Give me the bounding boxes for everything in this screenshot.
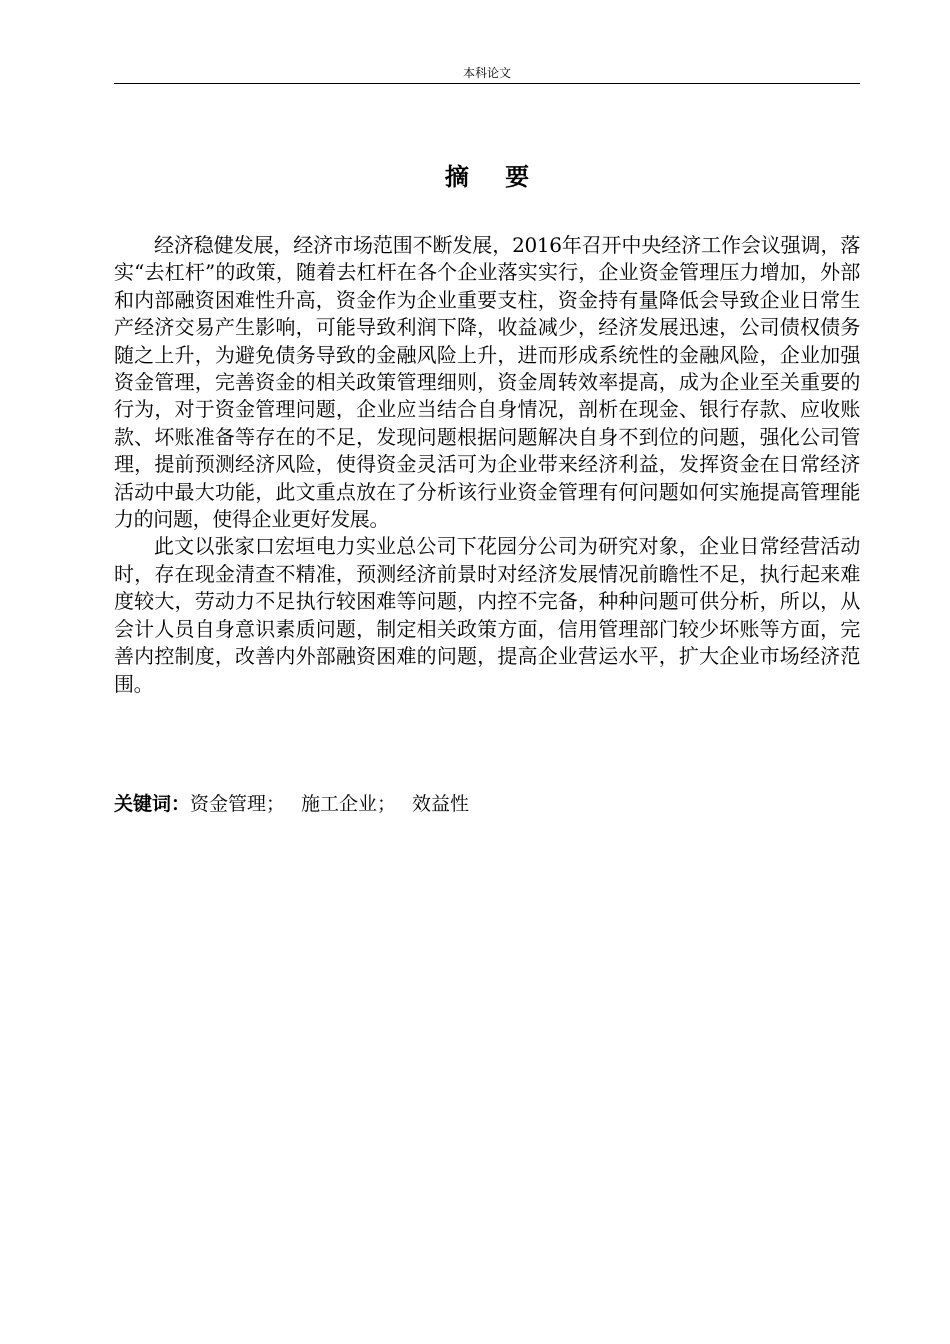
keyword-item: 资金管理； (190, 793, 286, 815)
abstract-paragraph-1: 经济稳健发展，经济市场范围不断发展，2016年召开中央经济工作会议强调，落实“去杠杆”的政策，随着去杠杆在各个企业落实实行，企业资金管理压力增加，外部和内部融资困难性升高，资金作为企业重要支柱，资金持有量降低会导致企业日常生产经济交易产生影响，可能导致利润下降，收益减少，经济发展迅速，公司债权债务随之上升，为避免债务导致的金融风险上升，进而形成系统性的金融风险，企业加强资金管理，完善资金的相关政策管理细则，资金周转效率提高，成为企业至关重要的行为，对于资金管理问题，企业应当结合自身情况，剖析在现金、银行存款、应收账款、坏账准备等存在的不足，发现问题根据问题解决自身不到位的问题，强化公司管理，提前预测经济风险，使得资金灵活可为企业带来经济利益，发挥资金在日常经济活动中最大功能，此文重点放在了分析该行业资金管理有何问题如何实施提高管理能力的问题，使得企业更好发展。 (114, 233, 860, 532)
keyword-item: 效益性 (412, 793, 470, 815)
keywords-line (114, 791, 860, 817)
running-header: 本科论文 (462, 66, 511, 80)
header-rule (114, 83, 860, 84)
keywords-label: 关键词： (114, 793, 191, 815)
abstract-title: 摘 要 (444, 163, 544, 191)
keyword-item: 施工企业； (301, 793, 397, 815)
abstract-body (114, 232, 860, 698)
abstract-paragraph-2: 此文以张家口宏垣电力实业总公司下花园分公司为研究对象，企业日常经营活动时，存在现金清查不精准，预测经济前景时对经济发展情况前瞻性不足，执行起来难度较大，劳动力不足执行较困难等问题，内控不完备，种种问题可供分析，所以，从会计人员自身意识素质问题，制定相关政策方面，信用管理部门较少坏账等方面，完善内控制度，改善内外部融资困难的问题，提高企业营运水平，扩大企业市场经济范围。 (114, 534, 860, 696)
